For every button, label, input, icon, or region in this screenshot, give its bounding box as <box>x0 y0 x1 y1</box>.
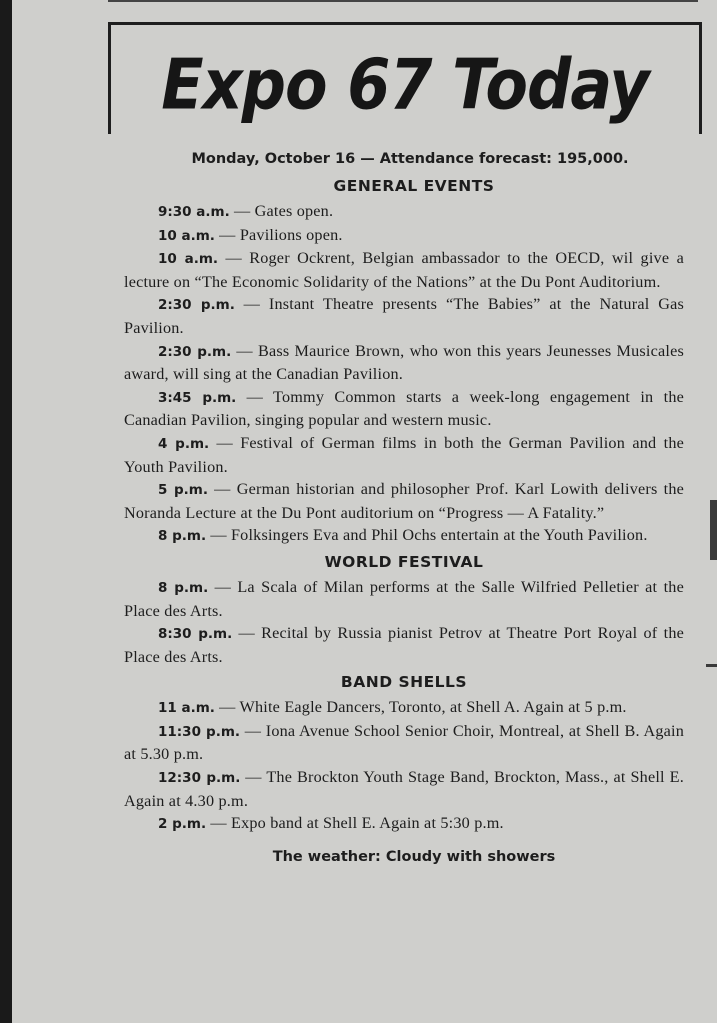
event-text: Iona Avenue School Senior Choir, Montreal, at Shell B. Again at 5.30 p.m. <box>124 721 685 764</box>
dateline: Monday, October 16 — Attendance forecast: 195,000. <box>191 151 629 167</box>
event-time: 8:30 p.m. <box>158 626 233 643</box>
page-title: Expo 67 Today <box>161 43 649 126</box>
event-time: 5 p.m. <box>158 482 208 499</box>
event-item: 8 p.m. — Folksingers Eva and Phil Ochs entertain at the Youth Pavilion. <box>158 526 648 545</box>
event-time: 4 p.m. <box>158 435 210 452</box>
event-text: Folksingers Eva and Phil Ochs entertain at the Youth Pavilion. <box>230 526 648 545</box>
general-events-list <box>124 200 684 548</box>
event-text: Expo band at Shell E. Again at 5:30 p.m. <box>230 814 504 833</box>
right-edge-tick <box>706 664 717 667</box>
section-heading-world-festival: WORLD FESTIVAL <box>324 552 484 571</box>
event-item: 11 a.m. — White Eagle Dancers, Toronto, at Shell A. Again at 5 p.m. <box>158 698 627 717</box>
section-heading-band-shells: BAND SHELLS <box>340 673 468 692</box>
event-text: German historian and philosopher Prof. Karl Lowith delivers the Noranda Lecture at the Du Pont auditorium on “Progress — A Fatality.” <box>124 480 684 522</box>
event-time: 2:30 p.m. <box>158 343 232 360</box>
event-time: 11:30 p.m. <box>158 723 241 740</box>
page-edge-bar <box>0 0 12 1023</box>
article-column <box>124 146 684 870</box>
event-item: 8 p.m. — La Scala of Milan performs at the Salle Wilfried Pelletier at the Place des Arts. <box>124 577 684 620</box>
event-time: 2:30 p.m. <box>158 297 235 314</box>
event-item: 3:45 p.m. — Tommy Common starts a week-long engagement in the Canadian Pavilion, singing popular and western music. <box>124 387 684 430</box>
event-text: Recital by Russia pianist Petrov at Theatre Port Royal of the Place des Arts. <box>124 624 684 666</box>
section-heading-general-events: GENERAL EVENTS <box>333 177 495 195</box>
event-item: 12:30 p.m. — The Brockton Youth Stage Band, Brockton, Mass., at Shell E. Again at 4.30 p.m. <box>124 768 685 810</box>
event-time: 10 a.m. <box>158 227 215 244</box>
event-time: 9:30 a.m. <box>158 204 230 220</box>
event-text: White Eagle Dancers, Toronto, at Shell A. Again at 5 p.m. <box>239 698 627 717</box>
event-text: The Brockton Youth Stage Band, Brockton, Mass., at Shell E. Again at 4.30 p.m. <box>124 768 685 810</box>
top-rule <box>108 0 698 2</box>
weather-line: The weather: Cloudy with showers <box>272 848 556 865</box>
right-edge-mark <box>710 500 717 560</box>
event-text: Roger Ockrent, Belgian ambassador to the OECD, wil give a lecture on “The Economic Solidarity of the Nations” at the Du Pont Auditorium. <box>124 249 684 291</box>
event-item: 10 a.m. — Pavilions open. <box>158 225 343 244</box>
event-text: Tommy Common starts a week-long engagement in the Canadian Pavilion, singing popular and western music. <box>124 387 684 430</box>
event-text: Pavilions open. <box>239 225 343 244</box>
event-time: 10 a.m. <box>158 251 219 268</box>
event-item: 2:30 p.m. — Bass Maurice Brown, who won this years Jeunesses Musicales award, will sing at the Canadian Pavilion. <box>124 341 684 384</box>
event-item: 9:30 a.m. — Gates open. <box>158 202 334 220</box>
event-item: 2:30 p.m. — Instant Theatre presents “The Babies” at the Natural Gas Pavilion. <box>124 295 684 337</box>
event-item: 8:30 p.m. — Recital by Russia pianist Petrov at Theatre Port Royal of the Place des Arts. <box>124 624 684 666</box>
event-item: 11:30 p.m. — Iona Avenue School Senior Choir, Montreal, at Shell B. Again at 5.30 p.m. <box>124 721 685 764</box>
event-time: 2 p.m. <box>158 816 207 833</box>
event-item: 2 p.m. — Expo band at Shell E. Again at 5:30 p.m. <box>158 814 504 833</box>
band-shells-list <box>124 696 684 836</box>
event-item: 10 a.m. — Roger Ockrent, Belgian ambassador to the OECD, wil give a lecture on “The Economic Solidarity of the Nations” at the Du Pont Auditorium. <box>124 249 684 291</box>
event-text: Gates open. <box>254 202 334 220</box>
event-time: 3:45 p.m. <box>158 389 237 406</box>
event-time: 8 p.m. <box>158 528 207 545</box>
event-item: 5 p.m. — German historian and philosopher Prof. Karl Lowith delivers the Noranda Lecture at the Du Pont auditorium on “Progress — A Fatality.” <box>124 480 684 522</box>
event-time: 8 p.m. <box>158 579 209 596</box>
event-time: 11 a.m. <box>158 700 215 717</box>
event-time: 12:30 p.m. <box>158 770 241 787</box>
event-text: La Scala of Milan performs at the Salle Wilfried Pelletier at the Place des Arts. <box>124 577 684 620</box>
world-festival-list <box>124 576 684 668</box>
event-item: 4 p.m. — Festival of German films in both the German Pavilion and the Youth Pavilion. <box>124 433 684 476</box>
event-text: Bass Maurice Brown, who won this years Jeunesses Musicales award, will sing at the Canadian Pavilion. <box>124 341 684 384</box>
event-text: Instant Theatre presents “The Babies” at the Natural Gas Pavilion. <box>124 295 684 337</box>
event-text: Festival of German films in both the German Pavilion and the Youth Pavilion. <box>124 433 684 476</box>
